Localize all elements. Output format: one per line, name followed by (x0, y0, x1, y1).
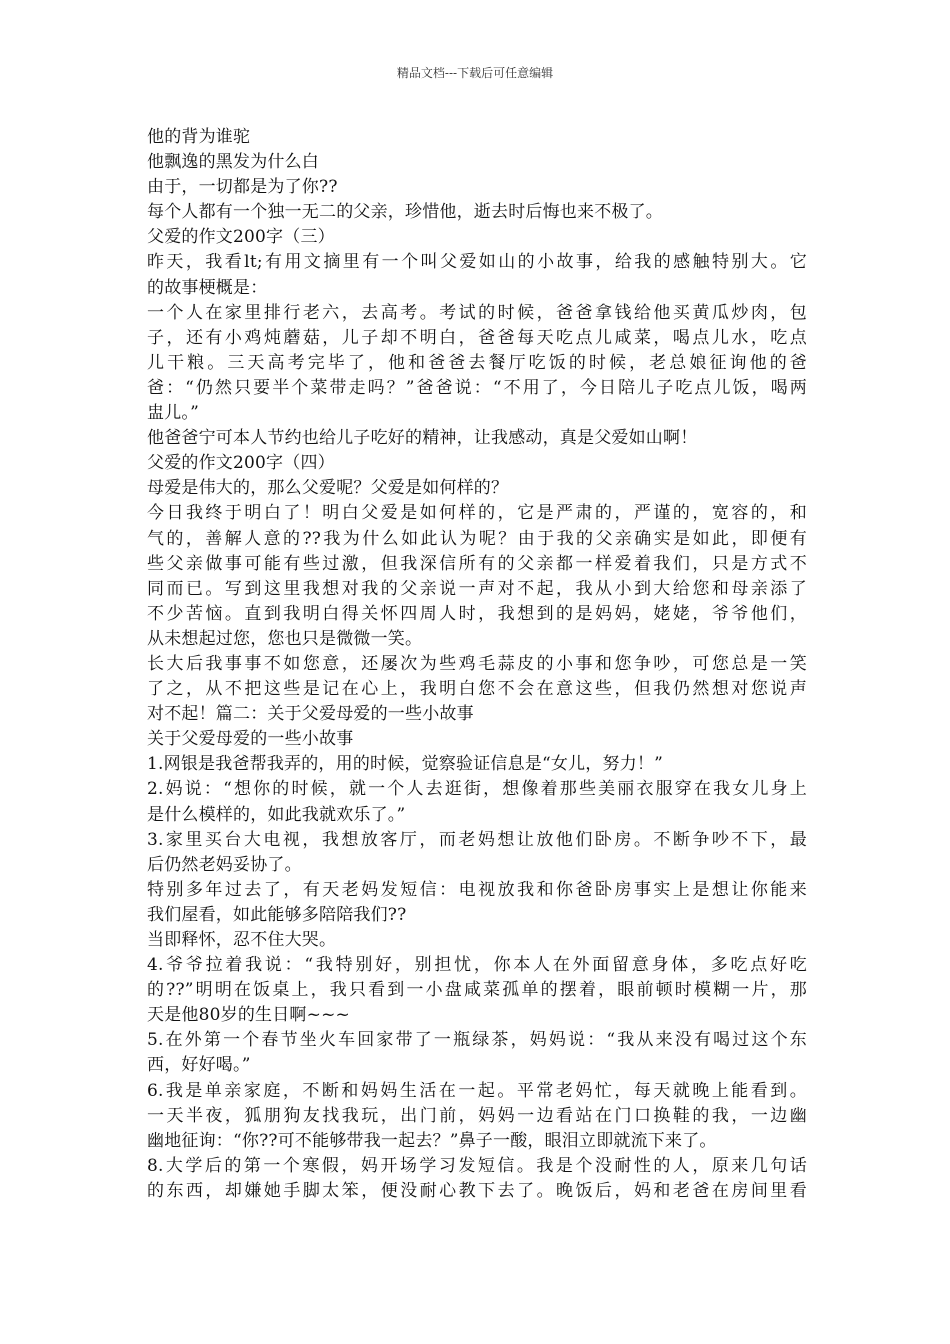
text-line: 幽地征询：“你??可不能够带我一起去？”鼻子一酸，眼泪立即就流下来了。 (147, 1130, 717, 1151)
text-line: 1.网银是我爸帮我弄的，用的时候，觉察验证信息是“女儿，努力！” (147, 754, 664, 775)
text-line: 爸：“仍然只要半个菜带走吗？”爸爸说：“不用了，今日陪儿子吃点儿饭，喝两 (147, 377, 807, 398)
text-line: 一个人在家里排行老六，去高考。考试的时候，爸爸拿钱给他买黄瓜炒肉，包 (147, 302, 807, 323)
text-line: 对不起！篇二：关于父爱母爱的一些小故事 (147, 704, 474, 725)
text-line: 每个人都有一个独一无二的父亲，珍惜他，逝去时后悔也来不极了。 (147, 202, 663, 223)
text-line: 的??”明明在饭桌上，我只看到一小盘咸菜孤单的摆着，眼前顿时模糊一片，那 (147, 980, 807, 1001)
text-line: 3.家里买台大电视，我想放客厅，而老妈想让放他们卧房。不断争吵不下，最 (147, 829, 807, 850)
document-body (147, 125, 807, 1204)
text-line: 长大后我事事不如您意，还屡次为些鸡毛蒜皮的小事和您争吵，可您总是一笑 (147, 653, 807, 674)
text-line: 了之，从不把这些是记在心上，我明白您不会在意这些，但我仍然想对您说声 (147, 679, 807, 700)
text-line: 从未想起过您，您也只是微微一笑。 (147, 628, 423, 649)
page-header: 精品文档---下载后可任意编辑 (396, 66, 554, 80)
text-line: 4.爷爷拉着我说：“我特别好，别担忧，你本人在外面留意身体，多吃点好吃 (147, 955, 807, 976)
text-line: 6.我是单亲家庭，不断和妈妈生活在一起。平常老妈忙，每天就晚上能看到。 (147, 1080, 807, 1101)
text-line: 些父亲做事可能有些过激，但我深信所有的父亲都一样爱着我们，只是方式不 (147, 553, 807, 574)
text-line: 是什么模样的，如此我就欢乐了。” (147, 804, 406, 825)
text-line: 关于父爱母爱的一些小故事 (147, 729, 354, 750)
text-line: 他的背为谁驼 (147, 127, 251, 147)
text-line: 一天半夜，狐朋狗友找我玩，出门前，妈妈一边看站在门口换鞋的我，一边幽 (147, 1105, 807, 1126)
text-line: 子，还有小鸡炖蘑菇，儿子却不明白，爸爸每天吃点儿咸菜，喝点儿水，吃点 (147, 327, 807, 348)
text-line: 父爱的作文200字（四） (147, 453, 335, 474)
text-line: 8.大学后的第一个寒假，妈开场学习发短信。我是个没耐性的人，原来几句话 (147, 1155, 807, 1176)
text-line: 不少苦恼。直到我明白得关怀四周人时，我想到的是妈妈，姥姥，爷爷他们， (147, 603, 807, 624)
text-line: 5.在外第一个春节坐火车回家带了一瓶绿茶，妈妈说：“我从来没有喝过这个东 (147, 1030, 807, 1051)
text-line: 的故事梗概是： (147, 277, 268, 298)
text-line: 西，好好喝。” (147, 1055, 251, 1076)
text-line: 我们屋看，如此能够多陪陪我们?? (147, 904, 407, 925)
text-line: 当即释怀，忍不住大哭。 (147, 930, 337, 950)
text-line: 他飘逸的黑发为什么白 (147, 152, 319, 173)
text-line: 母爱是伟大的，那么父爱呢？父爱是如何样的？ (147, 478, 509, 499)
text-line: 特别多年过去了，有天老妈发短信：电视放我和你爸卧房事实上是想让你能来 (147, 879, 807, 900)
text-line: 同而已。写到这里我想对我的父亲说一声对不起，我从小到大给您和母亲添了 (147, 578, 807, 599)
text-line: 盅儿。” (147, 403, 199, 424)
text-line: 儿干粮。三天高考完毕了，他和爸爸去餐厅吃饭的时候，老总娘征询他的爸 (147, 352, 807, 373)
text-line: 气的，善解人意的??我为什么如此认为呢？由于我的父亲确实是如此，即便有 (147, 528, 807, 549)
text-line: 由于，一切都是为了你?? (147, 177, 338, 198)
text-line: 昨天，我看lt;有用文摘里有一个叫父爱如山的小故事，给我的感触特别大。它 (147, 252, 807, 273)
text-line: 后仍然老妈妥协了。 (147, 854, 302, 875)
text-line: 2.妈说：“想你的时候，就一个人去逛街，想像着那些美丽衣服穿在我女儿身上 (147, 779, 807, 800)
text-line: 他爸爸宁可本人节约也给儿子吃好的精神，让我感动，真是父爱如山啊！ (147, 428, 698, 449)
text-line: 今日我终于明白了！明白父爱是如何样的，它是严肃的，严谨的，宽容的，和 (147, 503, 807, 524)
text-line: 的东西，却嫌她手脚太笨，便没耐心教下去了。晚饭后，妈和老爸在房间里看 (147, 1180, 807, 1201)
text-line: 天是他80岁的生日啊~~~ (147, 1005, 350, 1026)
text-line: 父爱的作文200字（三） (147, 227, 335, 248)
